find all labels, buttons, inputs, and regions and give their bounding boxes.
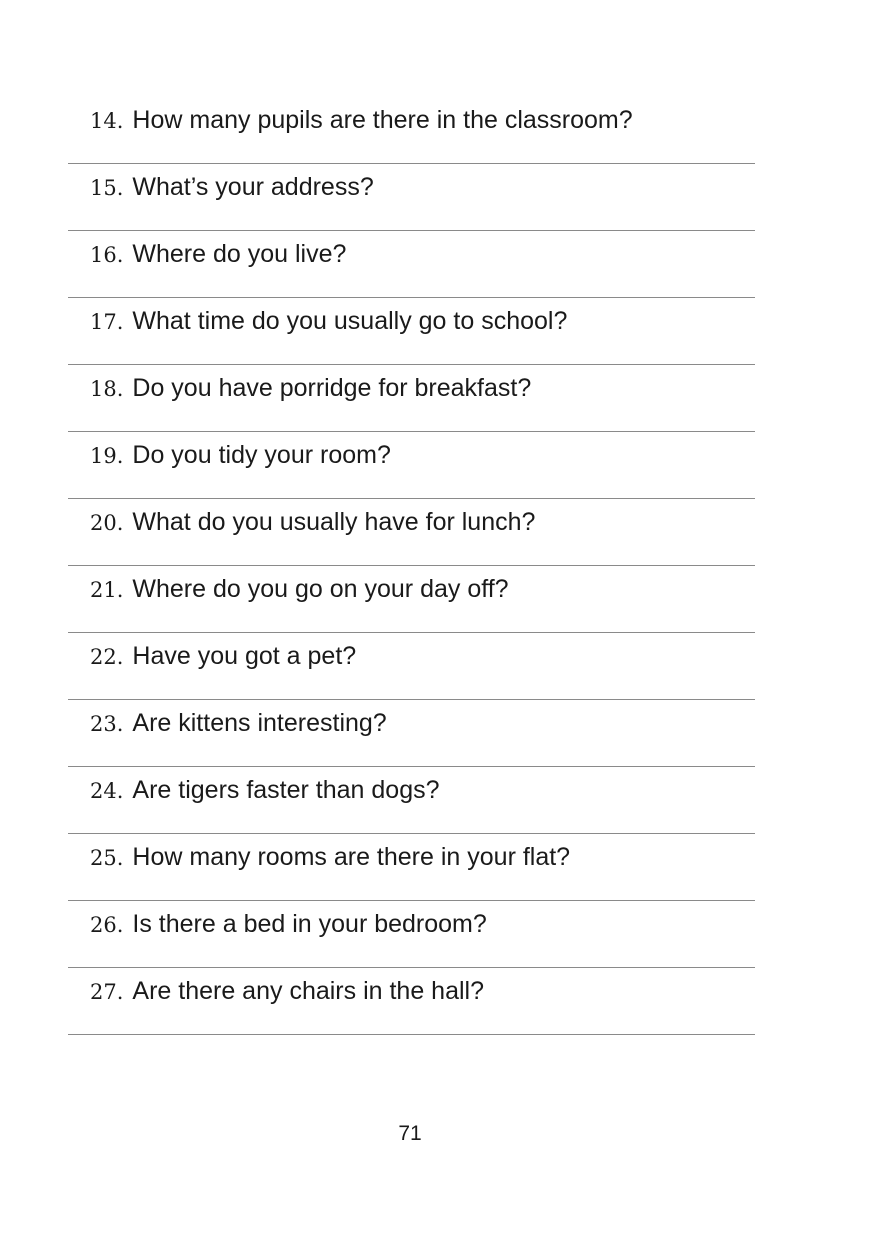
answer-line[interactable]	[68, 900, 755, 901]
question-number: 25.	[90, 846, 124, 870]
question-label: Where do you go on your day off?	[132, 575, 509, 603]
question-text	[90, 303, 567, 339]
question-number: 20.	[90, 511, 124, 535]
question-text	[90, 169, 374, 205]
question-text	[90, 236, 346, 272]
question-item	[0, 973, 874, 1040]
question-item	[0, 437, 874, 504]
question-text	[90, 370, 531, 406]
question-number: 15.	[90, 176, 124, 200]
question-item	[0, 772, 874, 839]
question-item	[0, 303, 874, 370]
answer-line[interactable]	[68, 833, 755, 834]
question-number: 16.	[90, 243, 124, 267]
question-label: Are tigers faster than dogs?	[132, 776, 440, 804]
question-number: 26.	[90, 913, 124, 937]
question-number: 17.	[90, 310, 124, 334]
answer-line[interactable]	[68, 766, 755, 767]
question-label: How many pupils are there in the classroom?	[132, 106, 633, 134]
question-label: Do you have porridge for breakfast?	[132, 374, 532, 402]
question-item	[0, 504, 874, 571]
question-text	[90, 638, 356, 674]
question-number: 24.	[90, 779, 124, 803]
question-label: Are kittens interesting?	[132, 709, 387, 737]
answer-line[interactable]	[68, 297, 755, 298]
question-text	[90, 437, 391, 473]
question-text	[90, 839, 570, 875]
question-number: 14.	[90, 109, 124, 133]
question-text	[90, 705, 387, 741]
question-label: Where do you live?	[132, 240, 347, 268]
answer-line[interactable]	[68, 565, 755, 566]
question-label: Have you got a pet?	[132, 642, 357, 670]
answer-line[interactable]	[68, 163, 755, 164]
question-item	[0, 169, 874, 236]
question-item	[0, 370, 874, 437]
question-label: Do you tidy your room?	[132, 441, 391, 469]
question-number: 23.	[90, 712, 124, 736]
question-label: What time do you usually go to school?	[132, 307, 568, 335]
answer-line[interactable]	[68, 431, 755, 432]
answer-line[interactable]	[68, 1034, 755, 1035]
page-number: 71	[398, 1122, 422, 1145]
question-label: What’s your address?	[132, 173, 374, 201]
answer-line[interactable]	[68, 498, 755, 499]
question-item	[0, 571, 874, 638]
question-label: What do you usually have for lunch?	[132, 508, 536, 536]
question-text	[90, 571, 509, 607]
answer-line[interactable]	[68, 632, 755, 633]
answer-line[interactable]	[68, 364, 755, 365]
question-label: Is there a bed in your bedroom?	[132, 910, 487, 938]
question-number: 27.	[90, 980, 124, 1004]
question-label: Are there any chairs in the hall?	[132, 977, 484, 1005]
question-text	[90, 772, 440, 808]
question-number: 18.	[90, 377, 124, 401]
question-label: How many rooms are there in your flat?	[132, 843, 571, 871]
question-item	[0, 906, 874, 973]
question-number: 21.	[90, 578, 124, 602]
answer-line[interactable]	[68, 699, 755, 700]
question-item	[0, 705, 874, 772]
question-text	[90, 906, 487, 942]
question-number: 22.	[90, 645, 124, 669]
question-item	[0, 638, 874, 705]
question-text	[90, 504, 535, 540]
question-text	[90, 102, 633, 138]
answer-line[interactable]	[68, 230, 755, 231]
question-item	[0, 839, 874, 906]
question-number: 19.	[90, 444, 124, 468]
question-item	[0, 102, 874, 169]
question-text	[90, 973, 484, 1009]
answer-line[interactable]	[68, 967, 755, 968]
question-item	[0, 236, 874, 303]
